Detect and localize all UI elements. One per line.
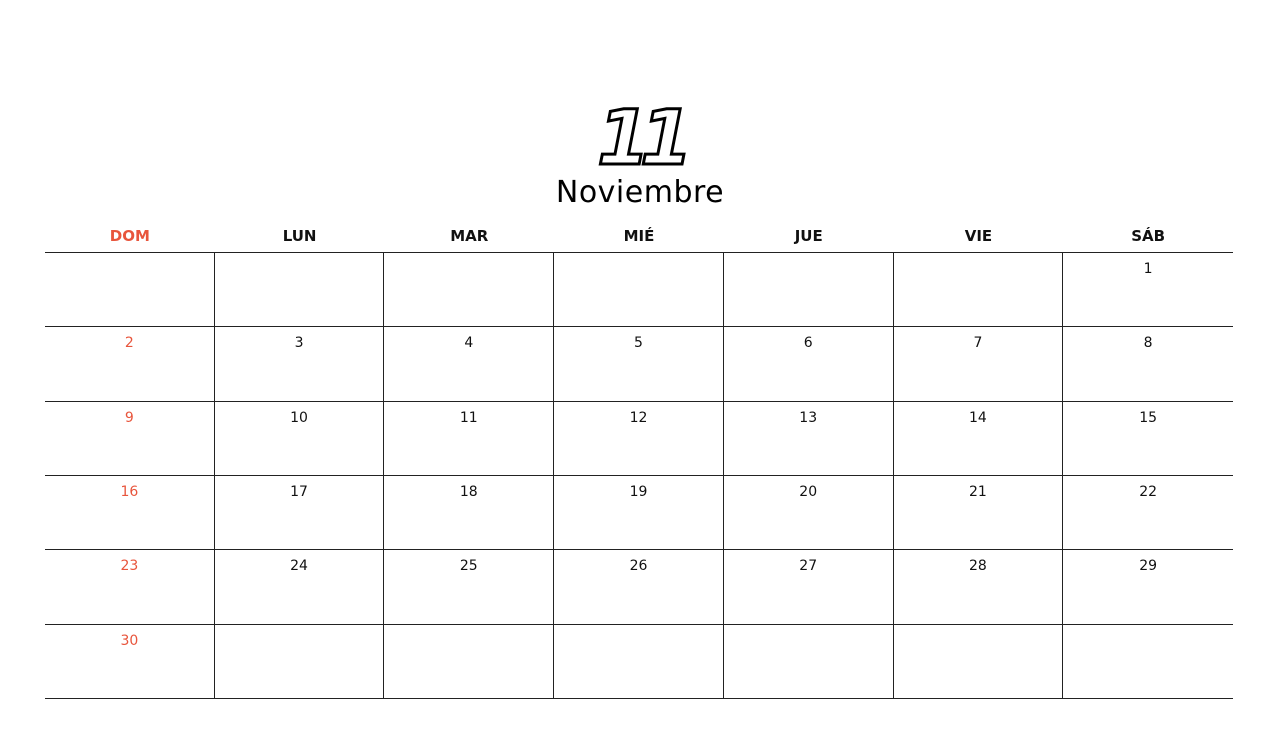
month-number: 11 [597,93,683,182]
day-cell [724,253,894,327]
day-cell [45,625,215,699]
day-number: 18 [459,484,478,500]
day-cell [724,327,894,401]
weekday-wednesday: MIÉ [623,227,655,245]
day-cell [1063,327,1233,401]
weekday-header-row [45,224,1233,253]
day-cell [45,402,215,476]
day-cell [215,476,385,550]
day-number: 20 [799,484,818,500]
day-cell [724,402,894,476]
day-cell [724,625,894,699]
day-cell [1063,550,1233,624]
day-number: 26 [629,558,648,575]
day-number: 6 [803,335,813,352]
weekday-tuesday: MAR [450,227,489,245]
day-number: 14 [969,409,987,426]
day-number: 23 [120,558,139,575]
day-number: 28 [969,558,987,575]
day-cell [724,550,894,624]
day-number: 5 [634,335,643,352]
day-number: 7 [973,335,983,352]
day-number: 15 [1139,409,1158,426]
day-cell [384,625,554,699]
day-cell [45,550,215,624]
day-number: 16 [120,484,139,500]
day-cell [894,402,1064,476]
day-cell [894,625,1064,699]
weekday-friday: VIE [964,227,993,245]
day-cell [894,253,1064,327]
day-cell [1063,402,1233,476]
weekday-sunday: DOM [109,227,150,245]
day-cell [45,253,215,327]
day-cell [215,550,385,624]
day-cell [1063,476,1233,550]
day-cell [384,327,554,401]
day-number: 11 [459,409,478,426]
day-cell [45,476,215,550]
day-cell [384,253,554,327]
day-cell [215,253,385,327]
day-cell [1063,625,1233,699]
day-number: 8 [1143,335,1153,352]
day-cell [554,625,724,699]
day-number: 21 [969,484,987,500]
month-title: Noviembre [555,175,725,210]
weekday-thursday: JUE [794,227,823,245]
day-number: 25 [459,558,478,575]
day-cell [554,550,724,624]
day-cell [215,327,385,401]
day-cell [724,476,894,550]
day-cell [215,402,385,476]
day-cell [45,327,215,401]
weekday-monday: LUN [282,227,317,245]
day-number: 1 [1143,261,1153,277]
day-number: 3 [294,335,304,352]
day-number: 30 [120,632,139,649]
day-cell [894,550,1064,624]
day-number: 9 [124,409,134,426]
day-number: 19 [629,484,648,500]
day-number: 17 [290,484,308,500]
day-cell [894,476,1064,550]
day-cell [384,402,554,476]
day-cell [1063,253,1233,327]
day-cell [894,327,1064,401]
calendar-grid [45,253,1233,699]
day-cell [554,253,724,327]
day-cell [215,625,385,699]
day-number: 10 [290,409,308,426]
day-number: 12 [629,409,648,426]
day-number: 13 [799,409,818,426]
day-number: 4 [464,335,474,352]
day-cell [384,476,554,550]
day-number: 24 [290,558,308,575]
day-cell [384,550,554,624]
day-cell [554,402,724,476]
day-number: 29 [1139,558,1158,575]
day-number: 27 [799,558,818,575]
weekday-saturday: SÁB [1131,227,1166,245]
day-number: 2 [124,335,134,352]
day-cell [554,476,724,550]
day-number: 22 [1139,484,1158,500]
day-cell [554,327,724,401]
